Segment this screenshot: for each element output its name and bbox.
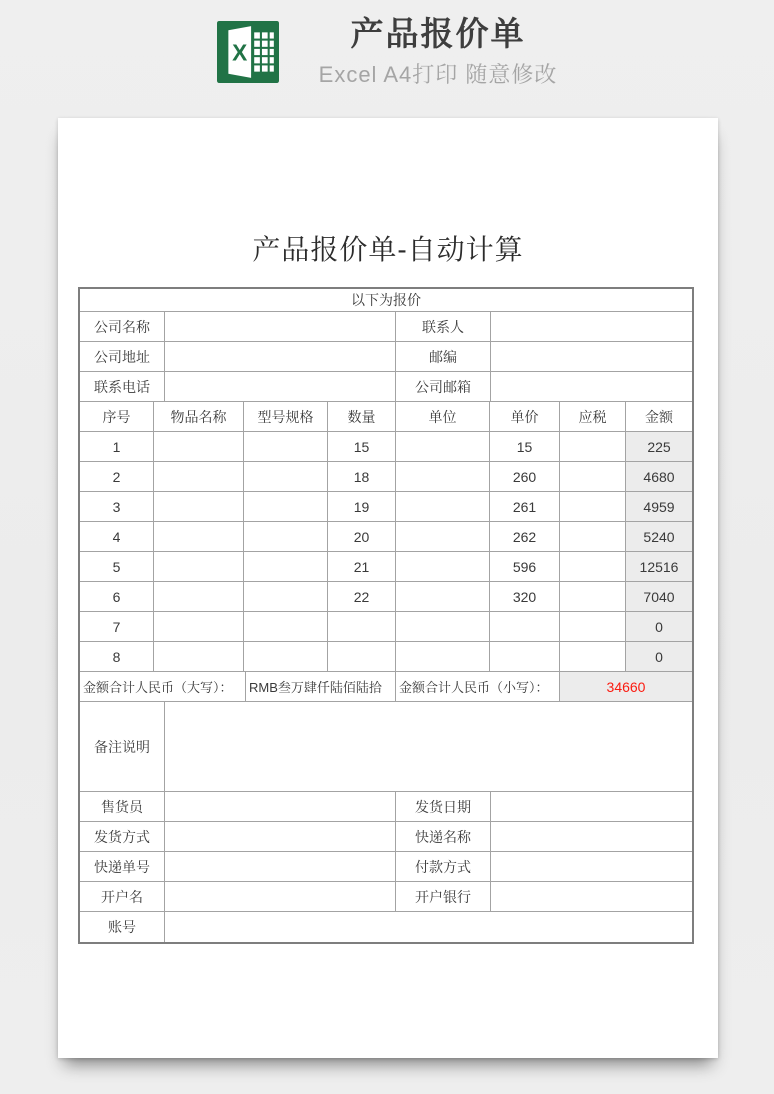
- item-cell-price[interactable]: 596: [490, 552, 560, 582]
- item-cell-price[interactable]: 260: [490, 462, 560, 492]
- a4-preview-sheet: [58, 118, 718, 1058]
- total-lower-value[interactable]: 34660: [560, 672, 692, 702]
- item-cell-tax[interactable]: [560, 492, 626, 522]
- item-cell-name[interactable]: [154, 462, 244, 492]
- item-cell-qty[interactable]: [328, 612, 396, 642]
- item-cell-unit[interactable]: [396, 582, 490, 612]
- item-cell-tax[interactable]: [560, 522, 626, 552]
- footer-row-label2: 付款方式: [396, 852, 491, 882]
- footer-row-value[interactable]: [165, 822, 396, 852]
- item-cell-qty[interactable]: 18: [328, 462, 396, 492]
- item-cell-price[interactable]: 320: [490, 582, 560, 612]
- item-cell-tax[interactable]: [560, 612, 626, 642]
- item-cell-name[interactable]: [154, 492, 244, 522]
- item-cell-model[interactable]: [244, 492, 328, 522]
- item-cell-amount[interactable]: 225: [626, 432, 692, 462]
- company-info-row: [80, 342, 692, 372]
- item-row: [80, 642, 692, 672]
- item-row: [80, 492, 692, 522]
- footer-row-value2[interactable]: [491, 792, 692, 822]
- company-info-row-label: 公司地址: [80, 342, 165, 372]
- remark-label: 备注说明: [80, 702, 165, 792]
- company-info-row-label2: 联系人: [396, 312, 491, 342]
- item-cell-seq[interactable]: 2: [80, 462, 154, 492]
- remark-row: [80, 702, 692, 792]
- item-cell-name[interactable]: [154, 432, 244, 462]
- footer-row-label: 售货员: [80, 792, 165, 822]
- item-cell-qty[interactable]: 15: [328, 432, 396, 462]
- item-cell-amount[interactable]: 7040: [626, 582, 692, 612]
- item-cell-unit[interactable]: [396, 552, 490, 582]
- account-label: 账号: [80, 912, 165, 942]
- footer-row: [80, 822, 692, 852]
- item-row: [80, 582, 692, 612]
- footer-row-label: 开户名: [80, 882, 165, 912]
- item-cell-price[interactable]: [490, 642, 560, 672]
- item-cell-unit[interactable]: [396, 432, 490, 462]
- item-cell-amount[interactable]: 12516: [626, 552, 692, 582]
- item-cell-amount[interactable]: 4959: [626, 492, 692, 522]
- item-cell-unit[interactable]: [396, 492, 490, 522]
- item-cell-price[interactable]: 261: [490, 492, 560, 522]
- item-cell-qty[interactable]: 19: [328, 492, 396, 522]
- item-cell-amount[interactable]: 0: [626, 642, 692, 672]
- total-upper-label: 金额合计人民币（大写）：: [80, 672, 246, 702]
- company-info-row-label2: 邮编: [396, 342, 491, 372]
- item-cell-tax[interactable]: [560, 462, 626, 492]
- template-title: 产品报价单: [350, 15, 526, 53]
- item-cell-name[interactable]: [154, 612, 244, 642]
- item-cell-unit[interactable]: [396, 522, 490, 552]
- footer-row-label: 快递单号: [80, 852, 165, 882]
- item-row: [80, 462, 692, 492]
- company-info-row-value2[interactable]: [491, 342, 692, 372]
- company-info-row: [80, 372, 692, 402]
- item-cell-model[interactable]: [244, 642, 328, 672]
- item-cell-price[interactable]: 262: [490, 522, 560, 552]
- item-cell-model[interactable]: [244, 462, 328, 492]
- item-cell-unit[interactable]: [396, 642, 490, 672]
- item-cell-name[interactable]: [154, 522, 244, 552]
- item-cell-qty[interactable]: 20: [328, 522, 396, 552]
- column-header-4: 单位: [396, 402, 490, 432]
- excel-logo-icon: [217, 21, 279, 83]
- remark-value[interactable]: [165, 702, 692, 792]
- item-cell-seq[interactable]: 4: [80, 522, 154, 552]
- quotation-table: [78, 287, 694, 944]
- item-cell-name[interactable]: [154, 642, 244, 672]
- item-cell-name[interactable]: [154, 582, 244, 612]
- column-header-6: 应税: [560, 402, 626, 432]
- footer-row-label2: 发货日期: [396, 792, 491, 822]
- column-header-3: 数量: [328, 402, 396, 432]
- item-cell-amount[interactable]: 0: [626, 612, 692, 642]
- item-row: [80, 612, 692, 642]
- footer-row-value[interactable]: [165, 852, 396, 882]
- item-cell-seq[interactable]: 5: [80, 552, 154, 582]
- template-header: [0, 0, 774, 118]
- template-subtitle: Excel A4打印 随意修改: [318, 61, 558, 87]
- items-header-row: [80, 402, 692, 432]
- account-value[interactable]: [165, 912, 692, 942]
- item-cell-tax[interactable]: [560, 432, 626, 462]
- column-header-7: 金额: [626, 402, 692, 432]
- item-cell-tax[interactable]: [560, 582, 626, 612]
- total-upper-value[interactable]: RMB叁万肆仟陆佰陆拾: [246, 672, 396, 702]
- company-info-row-value2[interactable]: [491, 372, 692, 402]
- total-lower-label: 金额合计人民币（小写）：: [396, 672, 560, 702]
- item-cell-seq[interactable]: 1: [80, 432, 154, 462]
- item-cell-model[interactable]: [244, 552, 328, 582]
- company-info-row: [80, 312, 692, 342]
- company-info-row-value[interactable]: [165, 342, 396, 372]
- item-cell-seq[interactable]: 6: [80, 582, 154, 612]
- item-cell-price[interactable]: 15: [490, 432, 560, 462]
- account-row: [80, 912, 692, 942]
- footer-row-label: 发货方式: [80, 822, 165, 852]
- item-cell-seq[interactable]: 8: [80, 642, 154, 672]
- item-cell-model[interactable]: [244, 522, 328, 552]
- band-row: [80, 289, 692, 312]
- totals-row: [80, 672, 692, 702]
- footer-row: [80, 792, 692, 822]
- company-info-row-value[interactable]: [165, 372, 396, 402]
- item-cell-tax[interactable]: [560, 552, 626, 582]
- footer-row-value2[interactable]: [491, 852, 692, 882]
- item-cell-unit[interactable]: [396, 612, 490, 642]
- item-cell-tax[interactable]: [560, 642, 626, 672]
- item-cell-name[interactable]: [154, 552, 244, 582]
- item-cell-seq[interactable]: 7: [80, 612, 154, 642]
- item-cell-qty[interactable]: [328, 642, 396, 672]
- quotation-title: 产品报价单-自动计算: [252, 234, 524, 265]
- footer-row-value2[interactable]: [491, 882, 692, 912]
- item-cell-amount[interactable]: 5240: [626, 522, 692, 552]
- company-info-row-value2[interactable]: [491, 312, 692, 342]
- item-cell-qty[interactable]: 21: [328, 552, 396, 582]
- footer-row-label2: 开户银行: [396, 882, 491, 912]
- footer-row-value[interactable]: [165, 792, 396, 822]
- svg-text:X: X: [231, 39, 247, 66]
- item-cell-model[interactable]: [244, 582, 328, 612]
- item-row: [80, 522, 692, 552]
- item-cell-qty[interactable]: 22: [328, 582, 396, 612]
- footer-row-label2: 快递名称: [396, 822, 491, 852]
- column-header-2: 型号规格: [244, 402, 328, 432]
- item-cell-seq[interactable]: 3: [80, 492, 154, 522]
- footer-row: [80, 852, 692, 882]
- item-cell-model[interactable]: [244, 612, 328, 642]
- item-cell-amount[interactable]: 4680: [626, 462, 692, 492]
- company-info-row-value[interactable]: [165, 312, 396, 342]
- company-info-row-label: 联系电话: [80, 372, 165, 402]
- company-info-row-label: 公司名称: [80, 312, 165, 342]
- footer-row-value2[interactable]: [491, 822, 692, 852]
- column-header-5: 单价: [490, 402, 560, 432]
- band-title: 以下为报价: [80, 289, 692, 312]
- footer-row: [80, 882, 692, 912]
- item-cell-price[interactable]: [490, 612, 560, 642]
- column-header-1: 物品名称: [154, 402, 244, 432]
- item-cell-unit[interactable]: [396, 462, 490, 492]
- item-cell-model[interactable]: [244, 432, 328, 462]
- footer-row-value[interactable]: [165, 882, 396, 912]
- item-row: [80, 432, 692, 462]
- item-row: [80, 552, 692, 582]
- column-header-0: 序号: [80, 402, 154, 432]
- company-info-row-label2: 公司邮箱: [396, 372, 491, 402]
